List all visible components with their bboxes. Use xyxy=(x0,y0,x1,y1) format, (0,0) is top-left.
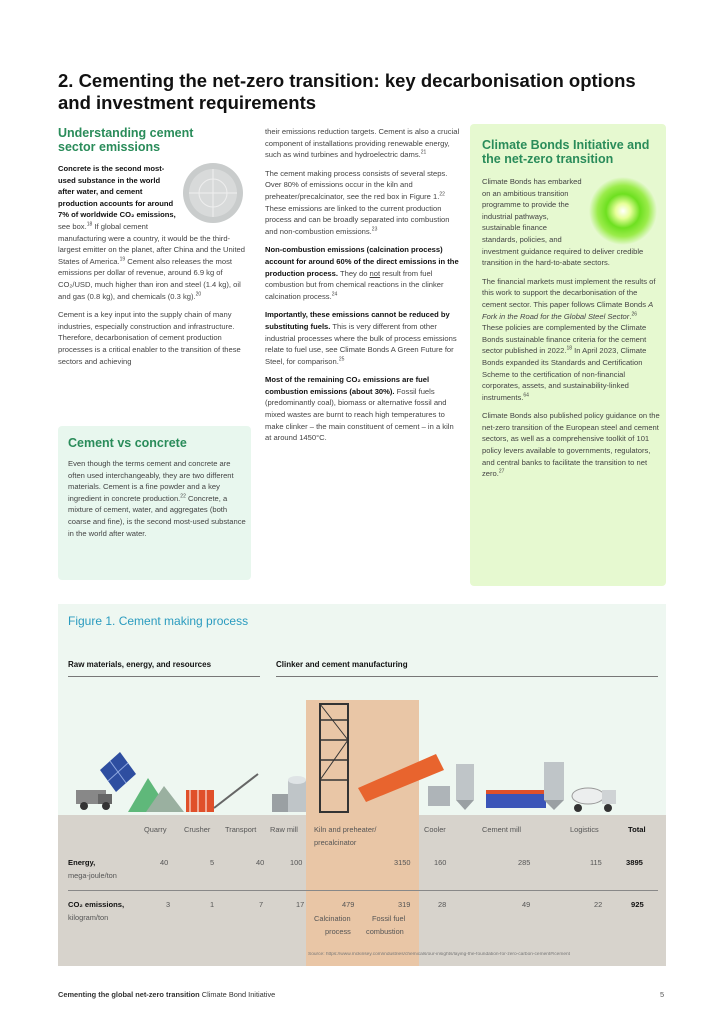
energy-value: 160 xyxy=(434,858,447,867)
table-divider xyxy=(68,890,658,891)
cement-mill-icon xyxy=(486,790,546,808)
co2-value: 17 xyxy=(296,900,305,909)
section-heading: Understanding cement sector emissions xyxy=(58,126,194,154)
row-label: Energy, xyxy=(68,858,96,867)
truck-icon xyxy=(76,790,112,810)
footer: Cementing the global net-zero transition Climate Bond Initiative xyxy=(58,990,276,999)
energy-value: 3150 xyxy=(394,858,411,867)
fossil-label: Fossil fuel xyxy=(372,914,406,923)
energy-value: 115 xyxy=(590,858,602,867)
col-header: Crusher xyxy=(184,825,211,834)
col-header: precalcinator xyxy=(314,838,357,847)
cooler-icon xyxy=(428,786,450,806)
section-label-clinker: Clinker and cement manufacturing xyxy=(276,660,408,669)
co2-total: 925 xyxy=(631,900,644,909)
co2-value: 3 xyxy=(166,900,171,909)
middle-text: their emissions reduction targets. Cement is also a crucial component of installations providing renewable energy, such as wind turbines and hydroelectric dams.$^{21}$ The cement making process consists of several steps. Over 80% of emissions occur in the kiln and preheater/precalcinator, see the red box in Figure 1.22 These emissions are linked to the current production process and can be broadly separated into combustion and non-combustion emissions.$^{23}$ Non-combustion emissions (calcination process) account for around 60% of the direct emissions in the production process. They do not result from fuel combustion but from chemical reactions in the clinker calcination process.$^{24}$ Importantly, these emissions cannot be reduced by substituting fuels. This is very different from other industrial processes where the bulk of process emissions relate to fuel use, see Climate Bonds A Green Future for Steel, for comparison.$^{25}$ Most of the remaining CO₂ emissions are fuel combustion emissions (about 30%). Fossil fuels (predominantly coal), biomass or alternative fossil and mixed wastes are burnt to reach high temperatures to make clinker – the main constituent of cement – in a kiln at around 1450°C. xyxy=(265,127,460,443)
conveyor-icon xyxy=(214,774,258,808)
energy-total: 3895 xyxy=(626,858,643,867)
co2-value: 479 xyxy=(342,900,355,909)
col-header: Quarry xyxy=(144,825,167,834)
box-heading: Cement vs concrete xyxy=(68,436,187,450)
energy-value: 285 xyxy=(518,858,531,867)
mixer-truck-icon xyxy=(572,788,616,812)
col-header: Cement mill xyxy=(482,825,522,834)
calcination-label: process xyxy=(325,927,351,936)
fossil-label: combustion xyxy=(366,927,404,936)
crusher-icon xyxy=(186,790,214,812)
row-label: CO₂ emissions, xyxy=(68,900,125,909)
divider xyxy=(276,676,658,677)
col-header: Cooler xyxy=(424,825,446,834)
cement-process-illustration xyxy=(58,690,666,816)
silo-icon xyxy=(456,764,474,810)
section-label-raw: Raw materials, energy, and resources xyxy=(68,660,212,669)
row-unit: kilogram/ton xyxy=(68,913,109,922)
silo-icon xyxy=(544,762,564,810)
energy-value: 40 xyxy=(160,858,169,867)
co2-value: 28 xyxy=(438,900,447,909)
co2-value: 49 xyxy=(522,900,531,909)
energy-value: 5 xyxy=(210,858,215,867)
page-title: 2. Cementing the net-zero transition: key decarbonisation options and investment requirements xyxy=(58,70,636,113)
box-text: Even though the terms cement and concrete are often used interchangeably, they are two different materials. Cement is a fine powder and a key ingredient in concrete production.$^{22}$ Concrete, a mixture of cement, water, and aggregates (both coarse and fine), is the second most-used substance in the world after water. xyxy=(68,459,246,538)
page-number: 5 xyxy=(660,990,665,999)
figure-title: Figure 1. Cement making process xyxy=(68,614,249,628)
raw-mill-icon xyxy=(272,776,306,812)
figure-source: Source: https://www.mckinsey.com/industries/chemicals/our-insights/laying-the-foundation-for-zero-carbon-cement#/cement xyxy=(308,952,570,957)
cbi-heading: Climate Bonds Initiative and the net-zero transition xyxy=(482,138,650,166)
col-header: Transport xyxy=(225,825,257,834)
col-header: Kiln and preheater/ xyxy=(314,825,377,834)
co2-value: 1 xyxy=(210,900,215,909)
calcination-label: Calcination xyxy=(314,914,351,923)
co2-value: 22 xyxy=(594,900,603,909)
cbi-text: Climate Bonds has embarked on an ambitious transition programme to provide the industrial pathways, sustainable finance standards, policies, and investment guidance required to deliver credible transition in the hard-to-abate sectors. The financial markets must implement the results of this work to support the decarbonisation of the cement sector. This paper follows Climate Bonds A Fork in the Road for the Global Steel Sector.$^{26}$ These policies are complemented by the Climate Bonds sustainable finance criteria for the cement sector published in 2022.18 In April 2023, Climate Bonds expanded its Standards and Certification Scheme to the certification of non-financial corporates, assets, and sustainability-linked instruments.$^{64}$ Climate Bonds also published policy guidance on the net-zero transition of the European steel and cement sectors, as well as a comprehensive toolkit of 101 policy levers available to governments, regulators, and central banks to facilitate the transition to net zero.$^{27}$ xyxy=(482,177,660,479)
col-header: Raw mill xyxy=(270,825,298,834)
col-header: Logistics xyxy=(570,825,599,834)
energy-value: 40 xyxy=(256,858,265,867)
co2-value: 7 xyxy=(259,900,264,909)
col-header-total: Total xyxy=(628,825,646,834)
solar-panel-icon xyxy=(100,752,136,792)
co2-value: 319 xyxy=(398,900,411,909)
row-unit: mega-joule/ton xyxy=(68,871,117,880)
left-text: Concrete is the second most-used substance in the world after water, and cement production accounts for around 7% of worldwide CO₂ emissions, see box.$^{18}$ If global cement manufacturing were a country, it would be the third-largest emitter on the planet, after China and the United States of America.$^{19}$ Cement also releases the most emissions per dollar of revenue, around 6.9 kg of CO₂/USD, much higher than iron and steel (1.4 kg), oil and gas (0.8 kg), and chemicals (0.3 kg).$^{20}$ Cement is a key input into the supply chain of many industries, especially construction and infrastructure. Therefore, decarbonisation of cement production processes is a critical enabler to the transition of these sectors and achieving xyxy=(58,164,246,366)
divider xyxy=(68,676,260,677)
energy-value: 100 xyxy=(290,858,303,867)
